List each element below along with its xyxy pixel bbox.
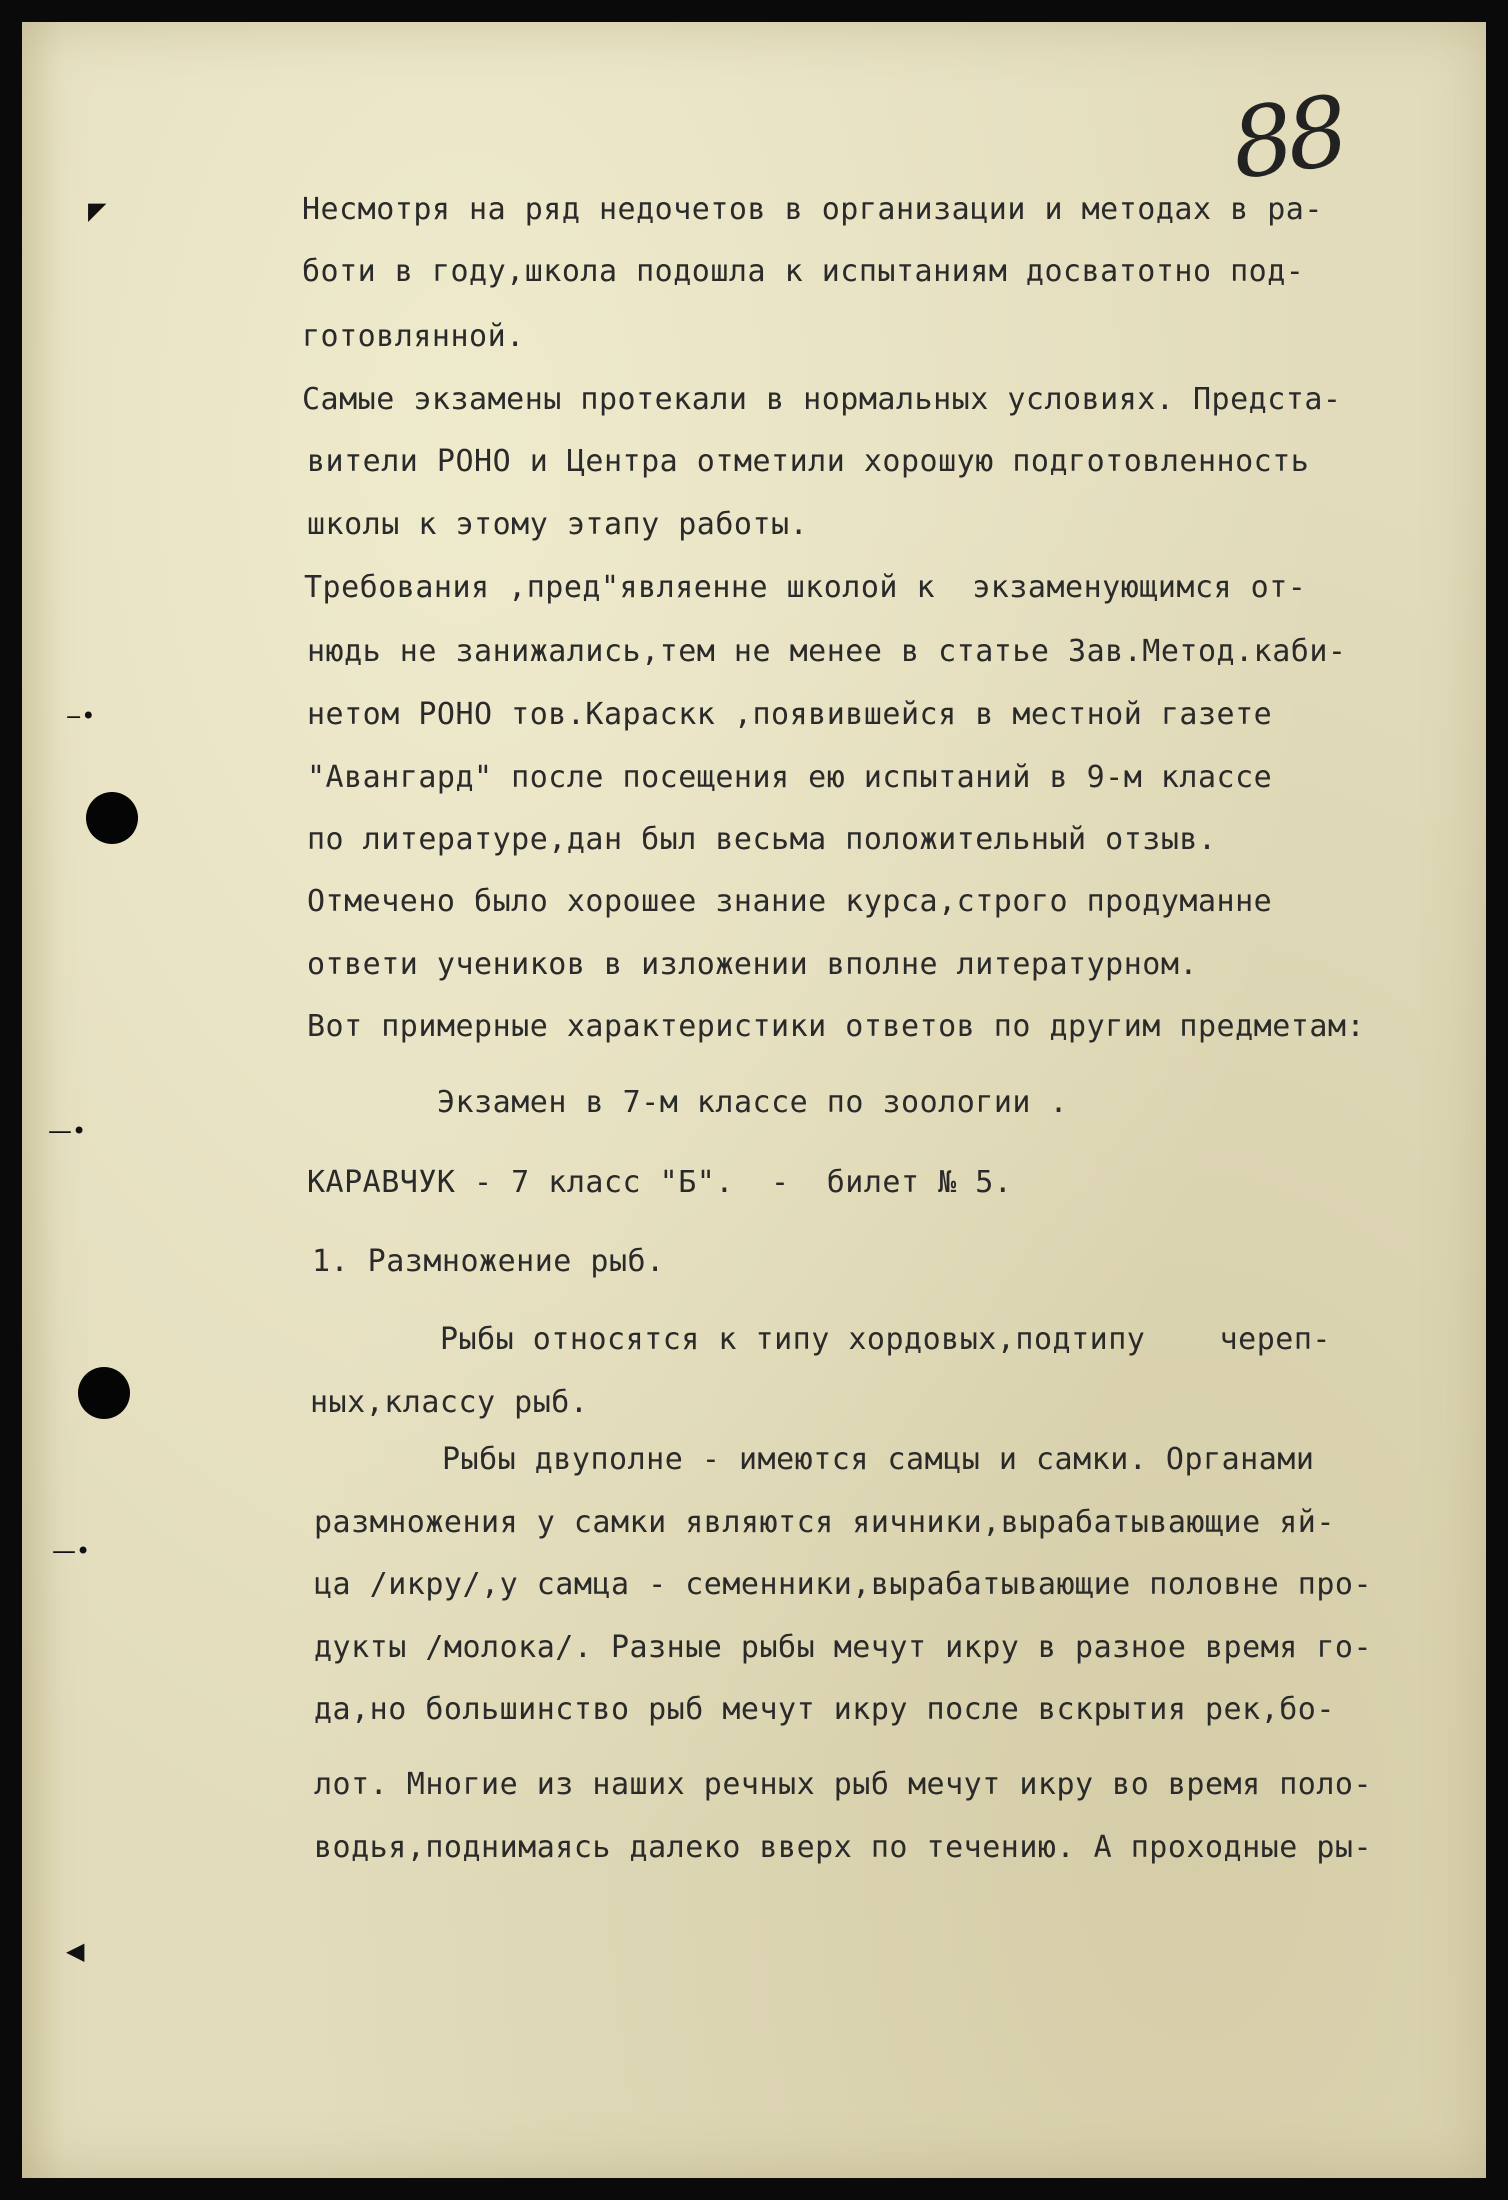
text-line: лот. Многие из наших речных рыб мечут икру во время поло- [314, 1767, 1373, 1802]
text-line: ца /икру/,у самца - семенники,вырабатывающие половне про- [314, 1567, 1373, 1602]
text-line: Вот примерные характеристики ответов по другим предметам: [307, 1009, 1366, 1044]
document-page [22, 22, 1486, 2178]
text-line: боти в году,школа подошла к испытаниям досватотно под- [302, 254, 1305, 289]
text-line: школы к этому этапу работы. [307, 507, 809, 542]
text-line: по литературе,дан был весьма положительный отзыв. [307, 822, 1217, 857]
margin-mark: ◤ [88, 197, 107, 225]
text-line: Самые экзамены протекали в нормальных условиях. Предста- [302, 382, 1342, 417]
text-line: Требования ,пред"являенне школой к экзаменующимся от- [304, 570, 1307, 605]
text-line: нюдь не занижались,тем не менее в статье Зав.Метод.каби- [307, 634, 1347, 669]
text-line: да,но большинство рыб мечут икру после вскрытия рек,бо- [314, 1692, 1335, 1727]
margin-mark: ◀ [66, 1937, 85, 1965]
text-line: "Авангард" после посещения ею испытаний в 9-м классе [307, 760, 1273, 795]
text-line: водья,поднимаясь далеко вверх по течению. А проходные ры- [314, 1830, 1373, 1865]
margin-mark: ‒• [66, 702, 96, 730]
ticket-line: КАРАВЧУК - 7 класс "Б". - билет № 5. [307, 1165, 1013, 1200]
page-number: 88 [1224, 74, 1350, 202]
text-line: ответи учеников в изложении вполне литературном. [307, 947, 1198, 982]
text-line: Рыбы двуполне - имеются самцы и самки. Органами [442, 1442, 1315, 1477]
text-line: готовлянной. [302, 319, 525, 354]
section-heading: Экзамен в 7-м классе по зоологии . [437, 1085, 1069, 1120]
text-line: Рыбы относятся к типу хордовых,подтипу череп- [440, 1322, 1331, 1357]
text-line: Несмотря на ряд недочетов в организации и методах в ра- [302, 192, 1323, 227]
question-line: 1. Размножение рыб. [312, 1244, 665, 1279]
text-line: нетом РОНО тов.Караскк ,появившейся в местной газете [307, 697, 1273, 732]
punch-hole [86, 792, 138, 844]
text-line: Отмечено было хорошее знание курса,строго продуманне [307, 884, 1273, 919]
text-line: размножения у самки являются яичники,вырабатывающие яй- [314, 1505, 1335, 1540]
text-line: дукты /молока/. Разные рыбы мечут икру в разное время го- [314, 1630, 1373, 1665]
text-line: вители РОНО и Центра отметили хорошую подготовленность [307, 444, 1310, 479]
margin-mark: —• [48, 1117, 87, 1145]
text-line: ных,классу рыб. [310, 1385, 589, 1420]
margin-mark: —• [52, 1537, 91, 1565]
punch-hole [78, 1367, 130, 1419]
